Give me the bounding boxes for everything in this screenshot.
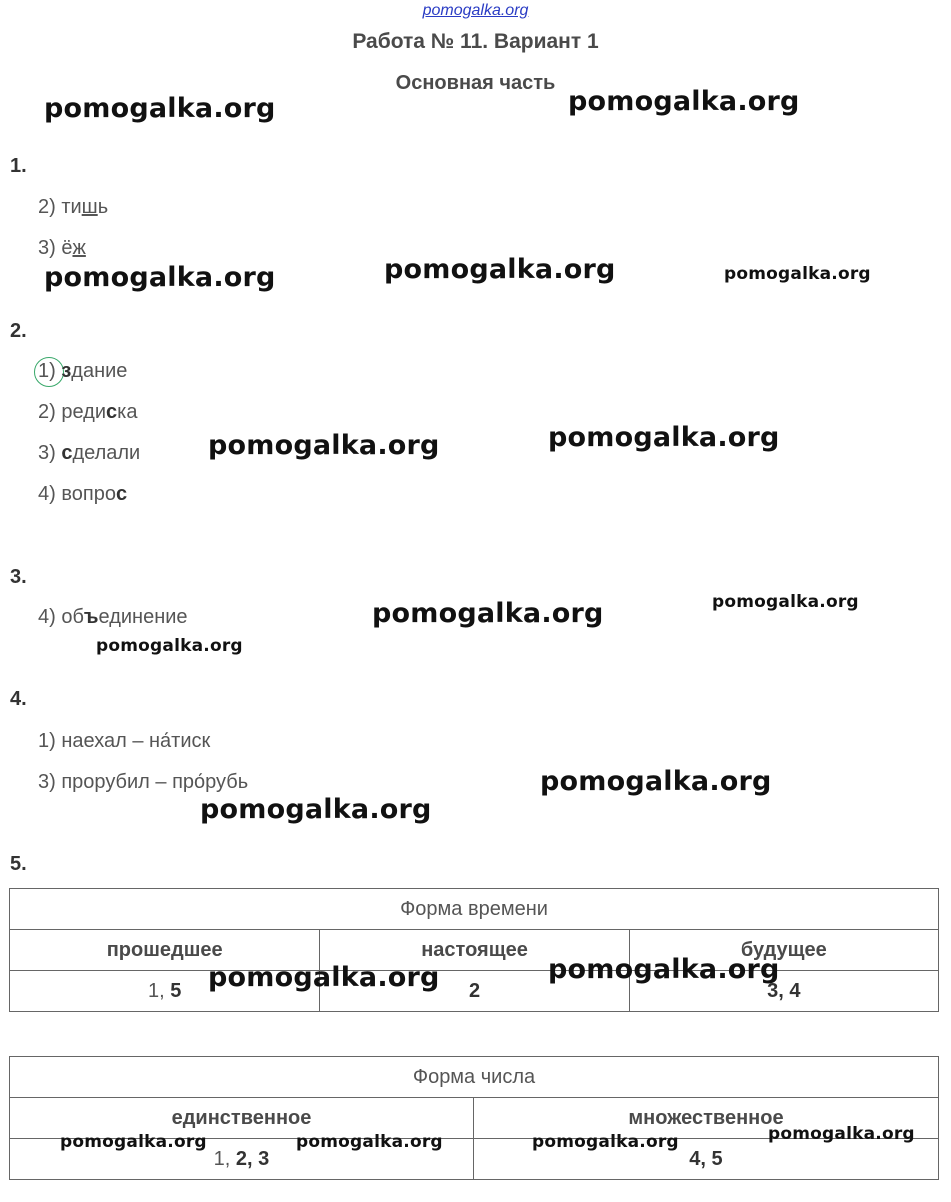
q1-answer-1-pre: 2) ти <box>38 196 82 218</box>
tense-column-future: будущее <box>629 930 938 971</box>
q2-answer-2-bold: с <box>106 401 118 423</box>
site-link[interactable]: pomogalka.org <box>422 2 529 19</box>
watermark: pomogalka.org <box>372 598 604 629</box>
q1-answer-1-post: ь <box>97 196 109 218</box>
q1-answer-2 <box>38 237 86 260</box>
q2-answer-1-pre: 1) <box>38 360 62 382</box>
watermark: pomogalka.org <box>96 636 243 656</box>
q1-answer-2-pre: 3) ё <box>38 237 73 259</box>
question-1-number: 1. <box>10 155 27 177</box>
watermark: pomogalka.org <box>200 794 432 825</box>
tense-value-present-bold: 2 <box>468 979 481 1002</box>
q2-answer-2 <box>38 401 137 424</box>
watermark: pomogalka.org <box>60 1132 207 1152</box>
q2-answer-4 <box>38 483 127 506</box>
q1-answer-2-underlined: ж <box>72 237 86 259</box>
number-column-plural: множественное <box>473 1098 938 1139</box>
watermark: pomogalka.org <box>568 86 800 117</box>
watermark: pomogalka.org <box>712 592 859 612</box>
watermark: pomogalka.org <box>548 954 780 985</box>
q2-answer-1 <box>38 360 127 383</box>
q2-answer-2-post: ка <box>117 401 138 423</box>
q2-answer-3 <box>38 442 140 465</box>
watermark: pomogalka.org <box>548 422 780 453</box>
number-table-header: Форма числа <box>10 1057 939 1098</box>
q2-answer-1-bold: з <box>61 360 72 382</box>
q3-answer-post: единение <box>98 606 188 628</box>
q2-answer-2-pre: 2) реди <box>38 401 106 423</box>
q2-answer-1-post: дание <box>71 360 128 382</box>
number-value-plural-bold: 4, 5 <box>689 1147 723 1170</box>
q1-answer-1-underlined: ш <box>81 196 98 218</box>
number-table <box>9 1056 939 1180</box>
watermark: pomogalka.org <box>532 1132 679 1152</box>
question-2-number: 2. <box>10 320 27 342</box>
watermark: pomogalka.org <box>44 93 276 124</box>
tense-column-present: настоящее <box>320 930 629 971</box>
watermark: pomogalka.org <box>724 264 871 284</box>
page-subtitle: Основная часть <box>395 72 556 94</box>
number-value-singular-bold: 2, 3 <box>235 1147 270 1170</box>
q3-answer-bold: ъ <box>83 606 99 628</box>
watermark: pomogalka.org <box>208 430 440 461</box>
question-4-number: 4. <box>10 688 27 710</box>
tense-column-past: прошедшее <box>10 930 320 971</box>
q2-answer-4-pre: 4) вопро <box>38 483 116 505</box>
watermark: pomogalka.org <box>44 262 276 293</box>
watermark: pomogalka.org <box>296 1132 443 1152</box>
q2-answer-3-bold: с <box>61 442 73 464</box>
tense-table-header: Форма времени <box>10 889 939 930</box>
watermark: pomogalka.org <box>768 1124 915 1144</box>
q1-answer-1 <box>38 196 108 219</box>
tense-value-past-plain: 1, <box>147 979 171 1002</box>
tense-table <box>9 888 939 1012</box>
question-3-number: 3. <box>10 566 27 588</box>
page-title: Работа № 11. Вариант 1 <box>352 30 599 53</box>
question-5-number: 5. <box>10 853 27 875</box>
q4-answer-1: 1) наехал – на́тиск <box>38 730 211 752</box>
q2-answer-3-post: делали <box>72 442 141 464</box>
q3-answer <box>38 606 188 629</box>
watermark: pomogalka.org <box>384 254 616 285</box>
tense-value-past-bold: 5 <box>170 979 182 1002</box>
q3-answer-pre: 4) об <box>38 606 84 628</box>
q2-answer-3-pre: 3) <box>38 442 62 464</box>
q2-answer-4-bold: с <box>115 483 128 505</box>
number-column-singular: единственное <box>10 1098 474 1139</box>
number-value-singular-plain: 1, <box>213 1147 236 1170</box>
watermark: pomogalka.org <box>540 766 772 797</box>
watermark: pomogalka.org <box>208 962 440 993</box>
tense-value-future-bold: 3, 4 <box>767 979 801 1002</box>
q4-answer-2: 3) прорубил – про́рубь <box>38 771 249 793</box>
